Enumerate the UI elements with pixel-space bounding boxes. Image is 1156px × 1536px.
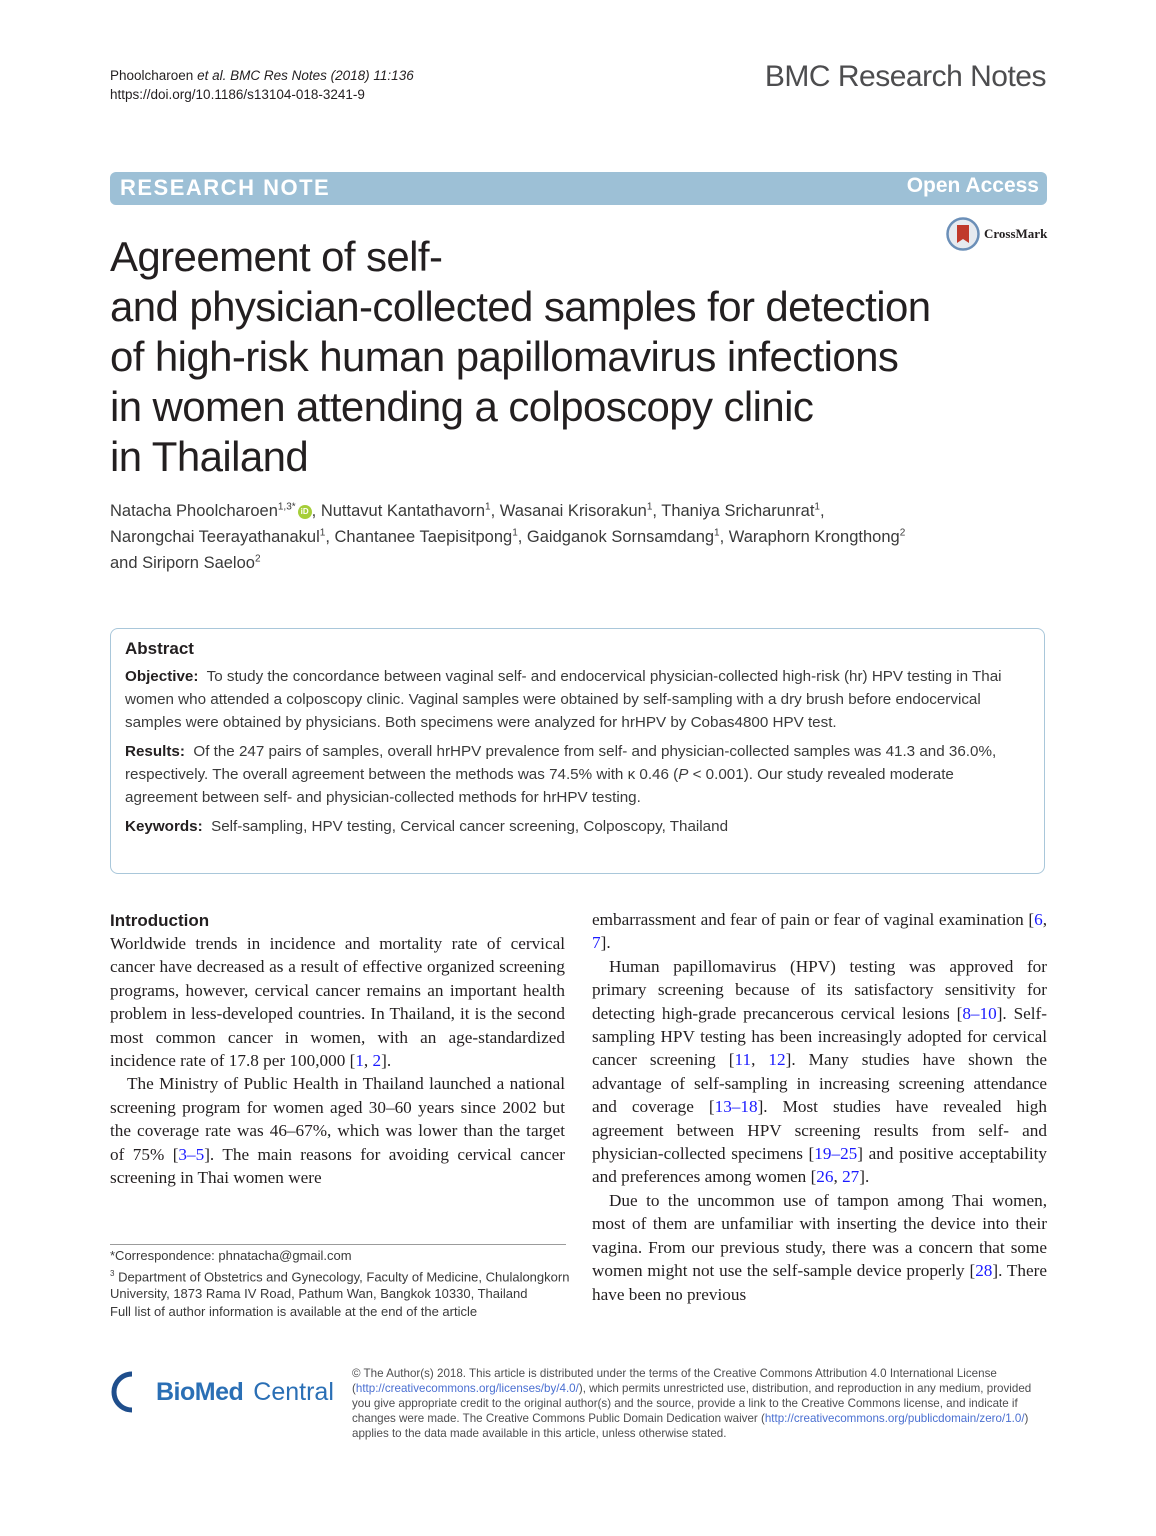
citation-link[interactable]: 26 bbox=[816, 1167, 834, 1187]
paragraph: embarrassment and fear of pain or fear of vaginal examination [6, 7]. bbox=[592, 910, 1047, 953]
title-line: Agreement of self- bbox=[110, 233, 443, 280]
author: Wasanai Krisorakun$^1$ bbox=[499, 501, 653, 520]
abstract-heading: Abstract bbox=[125, 639, 194, 658]
title-line: in Thailand bbox=[110, 433, 309, 480]
author: Chantanee Taepisitpong$^1$ bbox=[334, 527, 518, 546]
paragraph: The Ministry of Public Health in Thailand launched a national screening program for women aged 30–60 years since 2002 but the coverage rate was 46–67%, which was lower than the target of 75% [3–5]. The main reasons for avoiding cervical cancer screening in Thai women were bbox=[110, 1074, 565, 1188]
body-column-right bbox=[592, 908, 1047, 1306]
article-title bbox=[110, 232, 1030, 482]
doi-link[interactable]: https://doi.org/10.1186/s13104-018-3241-9 bbox=[110, 87, 365, 102]
abstract-objective: Objective: To study the concordance between vaginal self- and endocervical physician-collected high-risk (hr) HPV testing in Thai women who attended a colposcopy clinic. Vaginal samples were obtained by self-sampling with a dry brush before endocervical samples were obtained by physicians. Both specimens were analyzed for hrHPV by Cobas4800 HPV test. bbox=[125, 668, 1002, 731]
citation-link[interactable]: 13–18 bbox=[714, 1097, 758, 1117]
author[interactable]: Natacha Phoolcharoen$^{1,3*}$ bbox=[110, 501, 296, 520]
orcid-icon[interactable]: iD bbox=[298, 505, 312, 519]
author: Waraphorn Krongthong$^2$ bbox=[728, 527, 906, 546]
paragraph: Due to the uncommon use of tampon among Thai women, most of them are unfamiliar with inserting the device into their vagina. From our previous study, there was a concern that some women might not use the self-sample device properly [28]. There have been no previous bbox=[592, 1190, 1047, 1304]
article-type-band bbox=[110, 172, 1047, 205]
license-link[interactable]: http://creativecommons.org/licenses/by/4.0/ bbox=[355, 1382, 579, 1395]
author: Nuttavut Kantathavorn$^1$ bbox=[320, 501, 491, 520]
paragraph: Worldwide trends in incidence and mortality rate of cervical cancer have decreased as a result of effective organized screening programs, however, cervical cancer remains an important health problem in less-developed countries. In Thailand, it is the second most common cancer in women, with an age-standardized incidence rate of 17.8 per 100,000 [1, 2]. bbox=[110, 934, 565, 1071]
citation-link[interactable]: 3–5 bbox=[178, 1144, 205, 1164]
affiliation: $^3$ Department of Obstetrics and Gynecology, Faculty of Medicine, Chulalongkorn University, 1873 Rama IV Road, Pathum Wan, Bangkok 10330, Thailand bbox=[110, 1268, 570, 1302]
author-list: Natacha Phoolcharoen$^{1,3*}$ iD , Nuttavut Kantathavorn$^1$, Wasanai Krisorakun$^1$, Thaniya Sricharunrat$^1$, Narongchai Teerayathanakul$^1$, Chantanee Taepisitpong$^1$, Gaidganok Sornsamdang$^1$, Waraphorn Krongthong$^2$ and Siriporn Saeloo$^2$ bbox=[110, 501, 906, 572]
body-column-left bbox=[110, 910, 565, 1189]
author: Thaniya Sricharunrat$^1$ bbox=[661, 501, 820, 520]
abstract-box bbox=[110, 628, 1045, 874]
citation-link[interactable]: 2 bbox=[372, 1051, 382, 1071]
citation-link[interactable]: 27 bbox=[842, 1167, 860, 1187]
citation-link[interactable]: 28 bbox=[975, 1261, 993, 1281]
footnote-divider bbox=[110, 1244, 566, 1245]
section-heading-introduction: Introduction bbox=[110, 911, 210, 930]
title-line: in women attending a colposcopy clinic bbox=[110, 383, 814, 430]
citation-link[interactable]: 1 bbox=[355, 1051, 364, 1071]
citation: Phoolcharoen et al. BMC Res Notes (2018) 11:136 bbox=[110, 68, 414, 83]
citation-link[interactable]: 12 bbox=[768, 1050, 786, 1070]
full-author-info-note: Full list of author information is available at the end of the article bbox=[110, 1303, 478, 1319]
author: Siriporn Saeloo$^2$ bbox=[142, 553, 261, 572]
paragraph: Human papillomavirus (HPV) testing was approved for primary screening because of its satisfactory sensitivity for detecting high-grade precancerous cervical lesions [8–10]. Self-sampling HPV testing has been increasingly adopted for cervical cancer screening [11, 12]. Many studies have shown the advantage of self-sampling in increasing screening attendance and coverage [13–18]. Most studies have revealed high agreement between HPV screening results from self- and physician-collected specimens [19–25] and positive acceptability and preferences among women [26, 27]. bbox=[592, 956, 1048, 1187]
public-domain-link[interactable]: http://creativecommons.org/publicdomain/zero/1.0/ bbox=[764, 1412, 1025, 1425]
running-head bbox=[110, 66, 414, 104]
citation-link[interactable]: 7 bbox=[592, 933, 601, 953]
publisher-logo: BioMed Central bbox=[110, 1370, 334, 1414]
title-line: of high-risk human papillomavirus infections bbox=[110, 333, 899, 380]
license-text: © The Author(s) 2018. This article is distributed under the terms of the Creative Commons Attribution 4.0 International License (http://creativecommons.org/licenses/by/4.0/), which permits unrestricted use, distribution, and reproduction in any medium, provided you give appropriate credit to the original author(s) and the source, provide a link to the Creative Commons license, and indicate if changes were made. The Creative Commons Public Domain Dedication waiver (http://creativecommons.org/publicdomain/zero/1.0/) applies to the data made available in this article, unless otherwise stated. bbox=[352, 1367, 1032, 1440]
author: Gaidganok Sornsamdang$^1$ bbox=[526, 527, 720, 546]
author: Narongchai Teerayathanakul$^1$ bbox=[110, 527, 326, 546]
crossmark-label: CrossMark bbox=[984, 226, 1048, 241]
footnote bbox=[110, 1247, 580, 1320]
citation-link[interactable]: 8–10 bbox=[962, 1003, 997, 1023]
correspondence: *Correspondence: phnatacha@gmail.com bbox=[110, 1248, 352, 1263]
citation-link[interactable]: 6 bbox=[1034, 910, 1043, 929]
biomed-central-logo-icon bbox=[110, 1370, 150, 1414]
title-line: and physician-collected samples for detection bbox=[110, 283, 931, 330]
article-type-label: RESEARCH NOTE bbox=[120, 175, 331, 200]
citation-link[interactable]: 11 bbox=[734, 1050, 752, 1070]
open-access-label: Open Access bbox=[906, 174, 1039, 197]
citation-link[interactable]: 19–25 bbox=[814, 1144, 858, 1164]
abstract-keywords: Keywords: Self-sampling, HPV testing, Cervical cancer screening, Colposcopy, Thailand bbox=[125, 818, 729, 835]
journal-name: BMC Research Notes bbox=[764, 60, 1046, 93]
abstract-results: Results: Of the 247 pairs of samples, overall hrHPV prevalence from self- and physician-collected samples was 41.3 and 36.0%, respectively. The overall agreement between the methods was 74.5% with κ 0.46 (P < 0.001). Our study revealed moderate agreement between self- and physician-collected methods for hrHPV testing. bbox=[125, 743, 997, 806]
